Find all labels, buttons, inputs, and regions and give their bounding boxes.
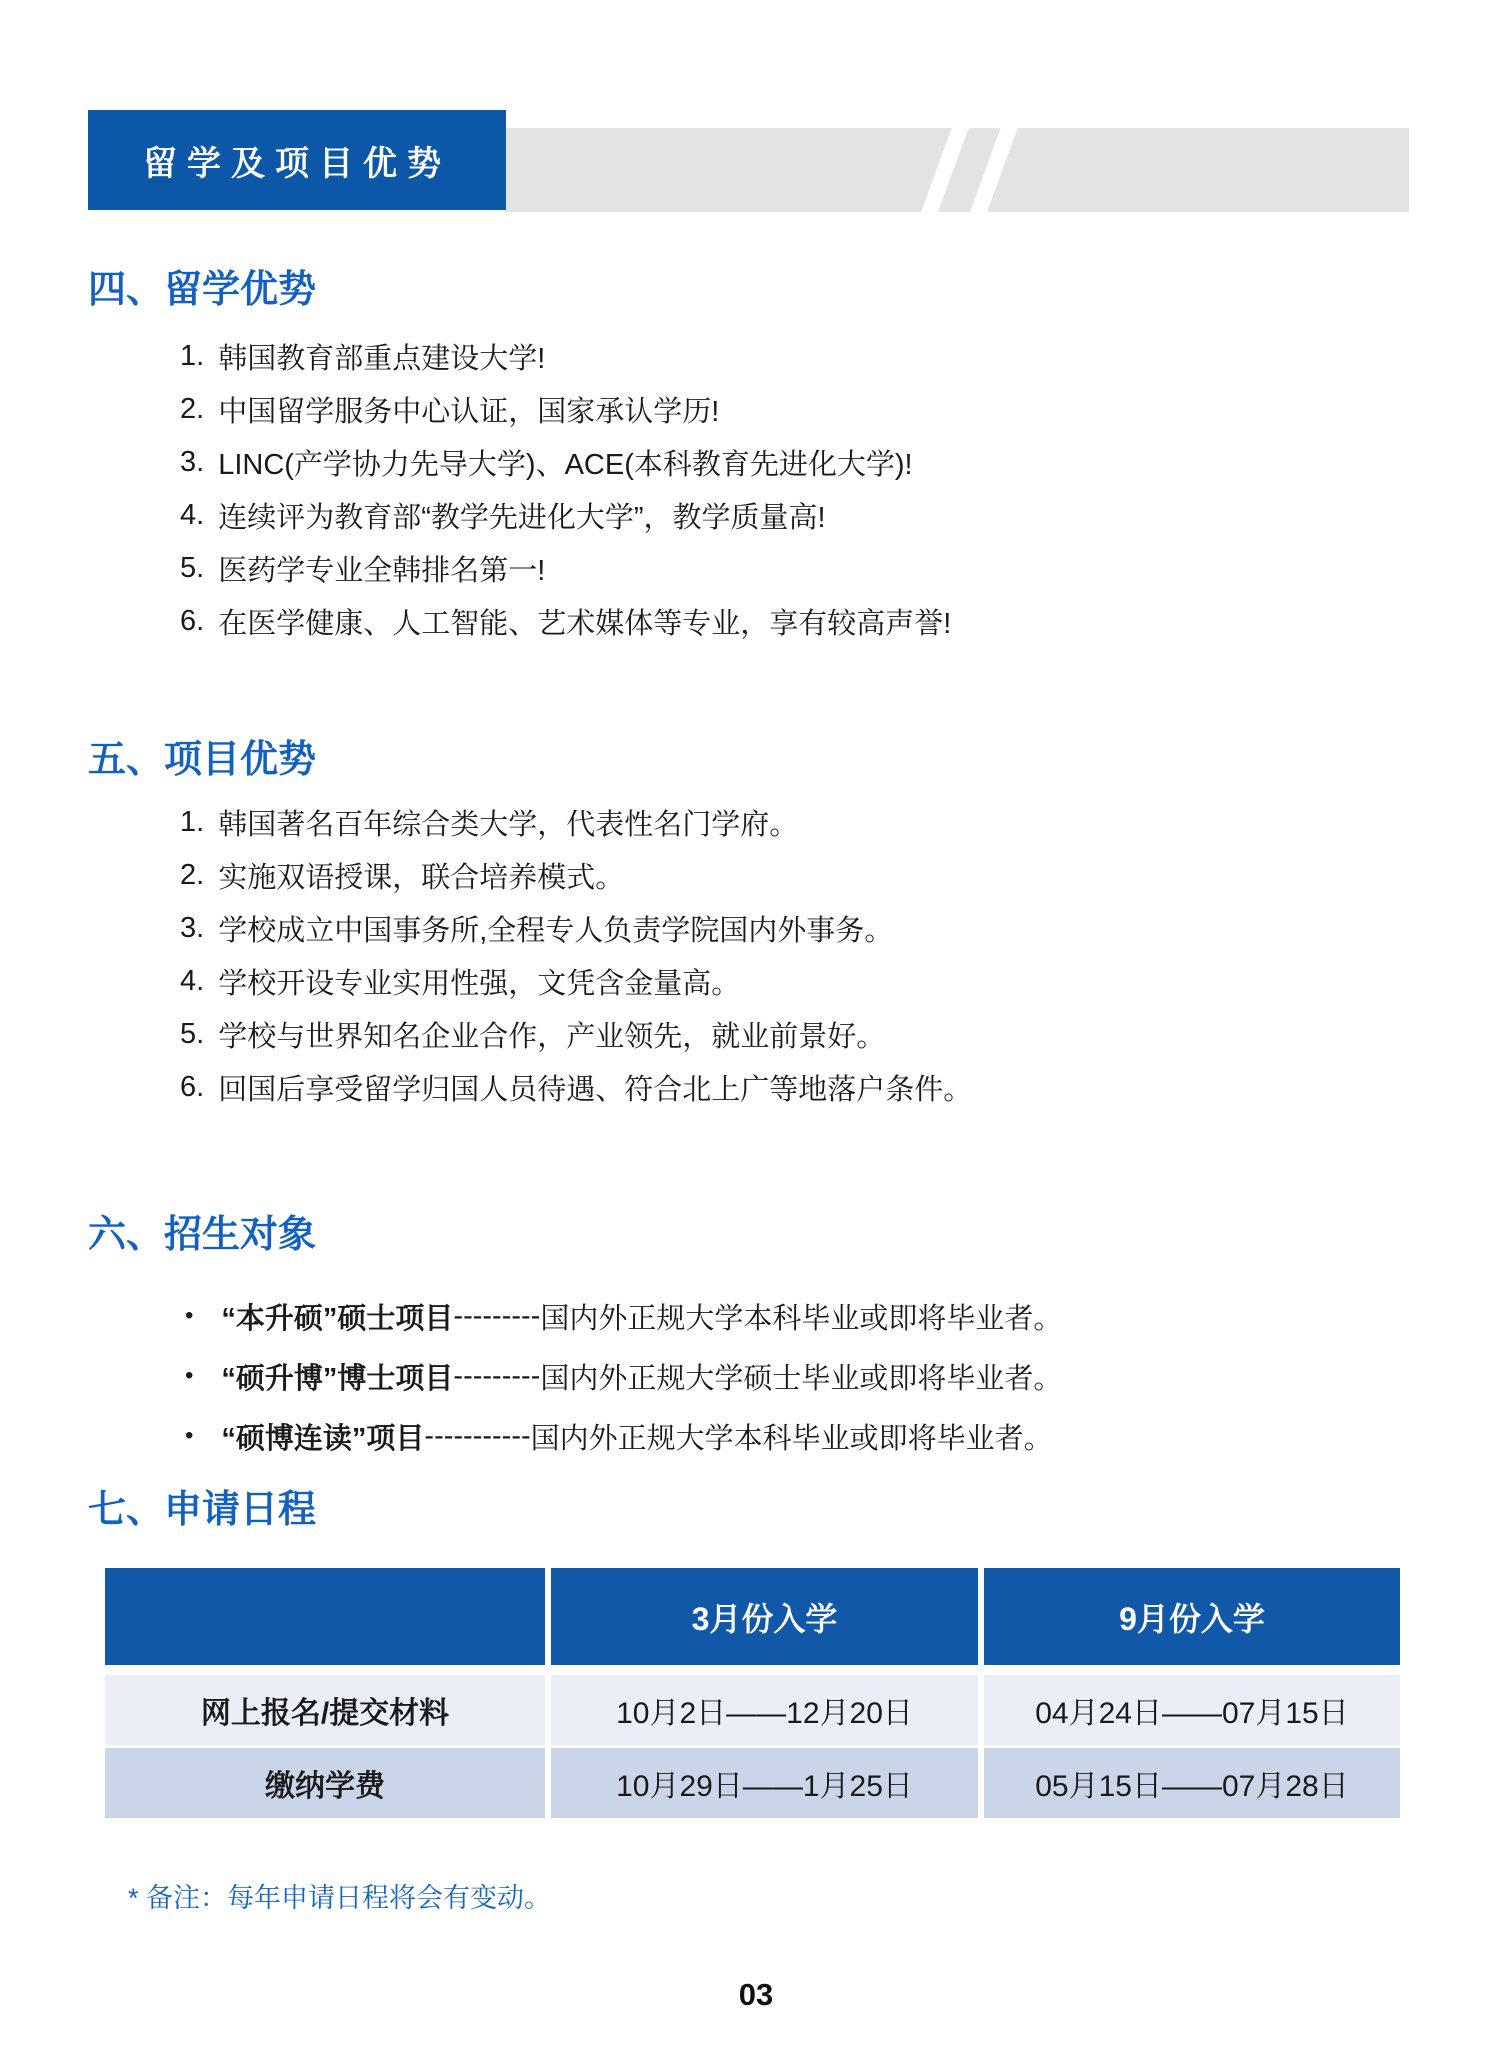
march-intake-dates: 10月2日——12月20日 — [551, 1675, 978, 1745]
item-number: 2. — [180, 859, 205, 891]
table-header-blank — [105, 1568, 545, 1665]
item-text: 学校与世界知名企业合作，产业领先，就业前景好。 — [218, 1021, 886, 1053]
application-schedule-table — [105, 1568, 1400, 1818]
item-text: 在医学健康、人工智能、艺术媒体等专业，享有较高声誉! — [218, 608, 952, 640]
item-text: 韩国著名百年综合类大学，代表性名门学府。 — [218, 809, 799, 841]
item-text: 学校成立中国事务所,全程专人负责学院国内外事务。 — [218, 915, 894, 947]
banner-slash-decoration — [969, 128, 1020, 212]
item-text: 学校开设专业实用性强，文凭含金量高。 — [218, 968, 741, 1000]
item-number: 3. — [180, 446, 205, 478]
item-text: 医药学专业全韩排名第一! — [218, 555, 546, 587]
list-item — [0, 849, 1512, 902]
item-number: 5. — [180, 1018, 205, 1050]
section-heading-project-advantages: 五、项目优势 — [88, 738, 317, 781]
table-row — [105, 1675, 1400, 1745]
list-item — [0, 542, 1512, 595]
page-header-banner — [0, 0, 1512, 212]
row-label-online-application: 网上报名/提交材料 — [105, 1675, 545, 1745]
march-intake-dates: 10月29日——1月25日 — [551, 1748, 978, 1818]
item-number: 6. — [180, 1071, 205, 1103]
item-text: LINC(产学协力先导大学)、ACE(本科教育先进化大学)! — [218, 449, 913, 481]
list-item — [0, 436, 1512, 489]
banner-gray-stripe — [505, 128, 1409, 212]
list-item — [0, 1008, 1512, 1061]
list-item — [0, 1406, 1512, 1466]
item-number: 1. — [180, 340, 205, 372]
item-number: 4. — [180, 965, 205, 997]
september-intake-dates: 04月24日——07月15日 — [984, 1675, 1400, 1745]
list-item — [0, 1346, 1512, 1406]
list-item — [0, 1286, 1512, 1346]
program-requirement: 国内外正规大学本科毕业或即将毕业者。 — [540, 1302, 1063, 1335]
item-text: 韩国教育部重点建设大学! — [218, 343, 546, 375]
page-number: 03 — [738, 1977, 774, 2012]
item-number: 1. — [180, 806, 205, 838]
list-item — [0, 955, 1512, 1008]
program-requirement: 国内外正规大学硕士毕业或即将毕业者。 — [540, 1362, 1063, 1395]
list-item — [0, 489, 1512, 542]
list-item — [0, 1061, 1512, 1114]
item-number: 4. — [180, 499, 205, 531]
table-header-march-intake: 3月份入学 — [551, 1568, 978, 1665]
bullet-icon: • — [185, 1362, 194, 1389]
item-text: 连续评为教育部“教学先进化大学”，教学质量高! — [218, 502, 826, 534]
section-heading-enrollment-targets: 六、招生对象 — [88, 1213, 317, 1256]
table-header-september-intake: 9月份入学 — [984, 1568, 1400, 1665]
program-name: “本升硕”硕士项目 — [221, 1302, 454, 1335]
item-text: 回国后享受留学归国人员待遇、符合北上广等地落户条件。 — [218, 1074, 973, 1106]
item-number: 2. — [180, 393, 205, 425]
program-name: “硕升博”博士项目 — [221, 1362, 454, 1395]
bullet-icon: • — [185, 1422, 194, 1449]
dash-leader: ----------- — [424, 1419, 531, 1452]
list-item — [0, 595, 1512, 648]
list-item — [0, 383, 1512, 436]
table-row — [105, 1748, 1400, 1818]
row-label-tuition-payment: 缴纳学费 — [105, 1748, 545, 1818]
schedule-note: * 备注：每年申请日程将会有变动。 — [128, 1883, 552, 1913]
list-item — [0, 330, 1512, 383]
table-header-row — [105, 1568, 1400, 1665]
dash-leader: --------- — [453, 1299, 541, 1332]
enrollment-targets-list — [0, 1286, 1512, 1466]
banner-title: 留学及项目优势 — [88, 110, 506, 210]
program-requirement: 国内外正规大学本科毕业或即将毕业者。 — [530, 1422, 1053, 1455]
study-advantages-list — [0, 330, 1512, 648]
list-item — [0, 796, 1512, 849]
item-number: 3. — [180, 912, 205, 944]
item-text: 实施双语授课，联合培养模式。 — [218, 862, 625, 894]
item-number: 6. — [180, 605, 205, 637]
bullet-icon: • — [185, 1302, 194, 1329]
section-heading-application-schedule: 七、申请日程 — [88, 1488, 317, 1531]
dash-leader: --------- — [453, 1359, 541, 1392]
project-advantages-list — [0, 796, 1512, 1114]
section-heading-study-advantages: 四、留学优势 — [88, 268, 317, 311]
banner-slash-decoration — [920, 128, 971, 212]
program-name: “硕博连读”项目 — [221, 1422, 425, 1455]
september-intake-dates: 05月15日——07月28日 — [984, 1748, 1400, 1818]
item-text: 中国留学服务中心认证，国家承认学历! — [218, 396, 720, 428]
item-number: 5. — [180, 552, 205, 584]
list-item — [0, 902, 1512, 955]
